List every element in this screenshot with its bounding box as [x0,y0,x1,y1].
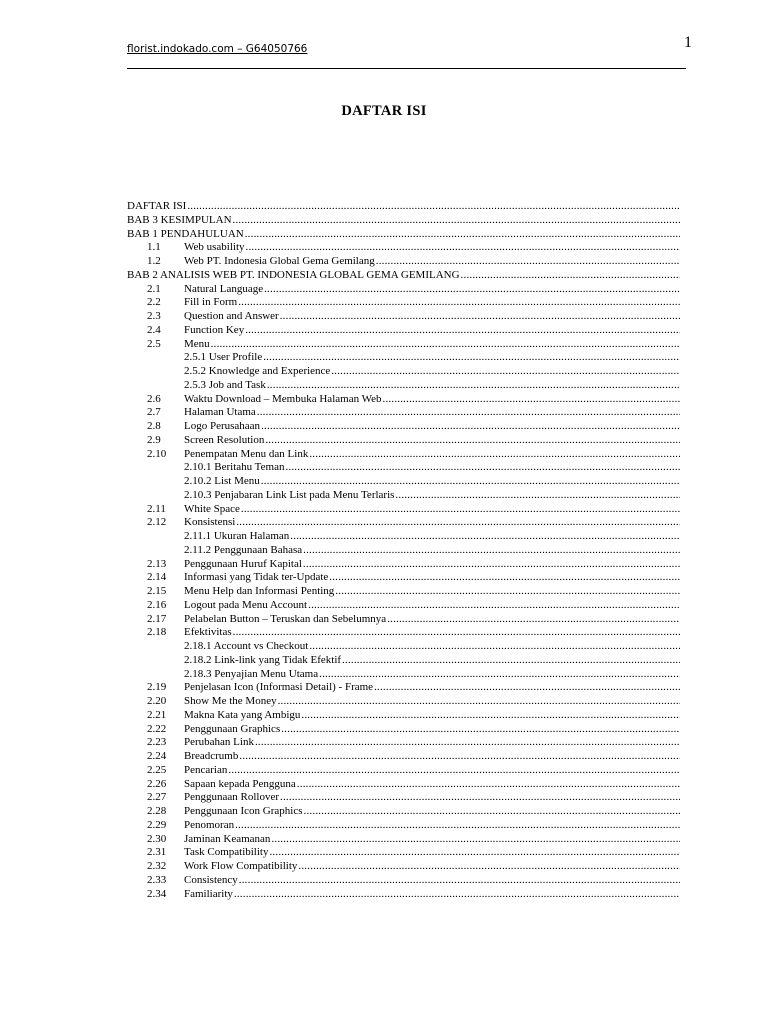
toc-entry-title: 2.11.2 Penggunaan Bahasa [184,543,303,556]
toc-entry-number: 2.20 [147,695,167,707]
toc-entry[interactable] [127,764,680,778]
toc-leader-dots [239,874,680,888]
toc-entry-title: Work Flow Compatibility [184,860,298,872]
toc-entry[interactable] [127,819,680,833]
toc-entry-title: 2.10.2 List Menu [184,475,260,487]
toc-entry-number: 2.17 [147,612,167,625]
toc-leader-dots [236,516,680,530]
table-of-contents [127,200,680,901]
toc-entry[interactable] [127,544,680,558]
toc-leader-dots [309,448,680,462]
toc-leader-dots [241,503,680,517]
toc-leader-dots [387,613,680,627]
toc-entry[interactable] [127,558,680,572]
toc-leader-dots [246,241,680,255]
toc-entry[interactable] [127,681,680,695]
toc-entry-number: 2.33 [147,873,167,886]
toc-leader-dots [298,860,680,874]
toc-entry-number: 2.26 [147,777,167,790]
toc-entry[interactable] [127,530,680,544]
toc-entry[interactable] [127,503,680,517]
toc-entry[interactable] [127,420,680,434]
toc-leader-dots [257,406,680,420]
toc-entry-number: 2.7 [147,406,161,419]
toc-entry[interactable] [127,668,680,682]
toc-entry-number: 2.3 [147,310,161,322]
toc-leader-dots [308,599,680,613]
toc-entry-number: 2.11 [147,502,166,515]
toc-entry-title: Menu [184,337,210,350]
toc-entry-title: Waktu Download – Membuka Halaman Web [184,392,382,405]
toc-entry[interactable] [127,461,680,475]
toc-leader-dots [303,558,680,572]
toc-entry-title: 2.11.1 Ukuran Halaman [184,530,290,542]
toc-leader-dots [297,778,680,792]
toc-entry[interactable] [127,338,680,352]
toc-entry[interactable] [127,888,680,902]
toc-entry[interactable] [127,695,680,709]
toc-entry[interactable] [127,613,680,627]
toc-entry[interactable] [127,723,680,737]
toc-entry[interactable] [127,860,680,874]
toc-leader-dots [211,338,680,352]
toc-entry-number: 2.14 [147,571,167,584]
toc-entry-number: 2.10 [147,447,167,460]
toc-leader-dots [301,709,680,723]
toc-entry-number: 2.8 [147,420,161,432]
toc-entry[interactable] [127,200,680,214]
toc-entry-title: 2.18.3 Penyajian Menu Utama [184,667,319,680]
toc-entry-number: 2.5 [147,337,161,350]
toc-entry-title: 2.5.1 User Profile [184,351,263,364]
toc-entry-number: 2.24 [147,750,167,762]
toc-entry[interactable] [127,324,680,338]
toc-entry-title: Halaman Utama [184,406,256,419]
toc-entry[interactable] [127,310,680,324]
toc-entry-title: BAB 1 PENDAHULUAN [127,227,244,240]
toc-leader-dots [245,228,680,242]
toc-leader-dots [261,420,680,434]
toc-entry-title: Web PT. Indonesia Global Gema Gemilang [184,255,375,267]
toc-entry-number: 2.22 [147,722,167,735]
toc-entry[interactable] [127,846,680,860]
toc-entry[interactable] [127,214,680,228]
toc-entry-number: 2.23 [147,736,167,749]
toc-entry[interactable] [127,448,680,462]
header-text: florist.indokado.com – G64050766 [127,43,308,55]
toc-entry[interactable] [127,283,680,297]
toc-entry-number: 2.27 [147,791,167,804]
toc-entry-title: Penggunaan Huruf Kapital [184,557,302,570]
toc-entry-number: 2.4 [147,323,161,336]
toc-entry-number: 1.1 [147,241,161,254]
toc-entry-number: 2.19 [147,681,167,694]
toc-entry-title: DAFTAR ISI [127,200,187,212]
toc-entry[interactable] [127,778,680,792]
toc-entry[interactable] [127,379,680,393]
toc-leader-dots [280,310,680,324]
toc-entry-title: Pelabelan Button – Teruskan dan Sebelumnya [184,612,387,625]
toc-entry-number: 2.18 [147,626,167,639]
toc-leader-dots [303,544,680,558]
toc-entry-title: Consistency [184,873,238,886]
toc-entry[interactable] [127,709,680,723]
toc-leader-dots [304,805,680,819]
toc-entry-title: Penjelasan Icon (Informasi Detail) - Frame [184,681,374,694]
page-number: 1 [684,34,692,51]
toc-entry-title: Natural Language [184,282,264,295]
toc-leader-dots [271,833,680,847]
toc-entry[interactable] [127,640,680,654]
toc-entry-title: Pencarian [184,763,228,776]
toc-entry-title: Konsistensi [184,516,236,529]
toc-entry-title: 2.10.3 Penjabaran Link List pada Menu Terlaris [184,488,395,501]
toc-leader-dots [376,255,680,269]
page-title: DAFTAR ISI [341,103,427,119]
toc-entry-title: Task Compatibility [184,846,269,859]
toc-entry[interactable] [127,736,680,750]
toc-leader-dots [233,214,680,228]
toc-entry-title: Breadcrumb [184,750,239,762]
toc-leader-dots [395,489,680,503]
toc-entry-title: Question and Answer [184,310,279,322]
toc-entry[interactable] [127,516,680,530]
toc-entry-title: Efektivitas [184,626,232,639]
toc-entry[interactable] [127,365,680,379]
toc-entry-title: Penempatan Menu dan Link [184,447,309,460]
toc-leader-dots [329,571,680,585]
toc-entry-title: Penggunaan Icon Graphics [184,805,303,817]
toc-entry-title: Penomoran [184,818,235,831]
toc-entry-number: 2.13 [147,557,167,570]
page-header [127,34,692,69]
toc-entry-title: BAB 3 KESIMPULAN [127,213,232,226]
toc-entry-title: 2.5.3 Job and Task [184,378,266,391]
toc-entry[interactable] [127,269,680,283]
toc-entry-title: Fill in Form [184,296,238,309]
toc-leader-dots [374,681,680,695]
toc-entry[interactable] [127,750,680,764]
toc-entry-number: 2.15 [147,585,167,597]
toc-entry-number: 2.34 [147,887,167,900]
toc-entry-number: 2.28 [147,805,167,817]
toc-entry-number: 2.9 [147,433,161,446]
toc-entry-title: 2.10.1 Beritahu Teman [184,461,285,474]
toc-leader-dots [331,365,680,379]
toc-leader-dots [228,764,680,778]
toc-entry-title: Sapaan kepada Pengguna [184,777,296,790]
toc-leader-dots [342,654,680,668]
toc-entry-number: 2.12 [147,516,167,529]
toc-leader-dots [281,723,680,737]
toc-entry-title: Logo Perusahaan [184,420,261,432]
toc-leader-dots [309,640,680,654]
toc-leader-dots [187,200,680,214]
toc-entry[interactable] [127,805,680,819]
toc-entry-title: Logout pada Menu Account [184,598,308,611]
toc-leader-dots [239,750,680,764]
toc-entry[interactable] [127,296,680,310]
toc-leader-dots [285,461,680,475]
toc-leader-dots [234,888,680,902]
toc-entry-number: 2.6 [147,392,161,405]
toc-leader-dots [290,530,680,544]
toc-entry-title: White Space [184,502,240,515]
toc-entry-title: Penggunaan Rollover [184,791,280,804]
toc-entry[interactable] [127,406,680,420]
toc-leader-dots [263,351,680,365]
toc-entry[interactable] [127,255,680,269]
toc-leader-dots [238,296,680,310]
toc-entry[interactable] [127,585,680,599]
toc-entry[interactable] [127,475,680,489]
toc-leader-dots [261,475,680,489]
toc-entry[interactable] [127,626,680,640]
toc-entry[interactable] [127,393,680,407]
toc-entry-title: 2.5.2 Knowledge and Experience [184,365,331,377]
toc-leader-dots [255,736,680,750]
toc-entry-title: Screen Resolution [184,433,265,446]
toc-entry-title: 2.18.2 Link-link yang Tidak Efektif [184,653,342,666]
toc-entry-number: 2.32 [147,860,167,872]
toc-entry-title: Show Me the Money [184,695,277,707]
toc-leader-dots [280,791,680,805]
toc-leader-dots [278,695,680,709]
toc-entry[interactable] [127,874,680,888]
toc-entry-number: 2.21 [147,708,167,721]
toc-leader-dots [245,324,680,338]
toc-entry-number: 2.1 [147,282,161,295]
toc-entry[interactable] [127,791,680,805]
toc-entry-title: Web usability [184,241,245,254]
toc-entry-number: 2.25 [147,763,167,776]
toc-entry[interactable] [127,434,680,448]
toc-entry-title: Perubahan Link [184,736,254,749]
toc-entry-title: Function Key [184,323,245,336]
toc-entry[interactable] [127,571,680,585]
toc-entry-number: 2.2 [147,296,161,309]
toc-leader-dots [269,846,680,860]
toc-entry-number: 2.16 [147,598,167,611]
toc-entry-title: Informasi yang Tidak ter-Update [184,571,329,584]
toc-entry-title: Menu Help dan Informasi Penting [184,585,335,597]
toc-entry-title: 2.18.1 Account vs Checkout [184,640,309,652]
toc-entry-title: Makna Kata yang Ambigu [184,708,301,721]
toc-entry[interactable] [127,228,680,242]
toc-entry[interactable] [127,241,680,255]
toc-entry-number: 1.2 [147,255,161,267]
toc-leader-dots [264,283,680,297]
toc-leader-dots [233,626,680,640]
toc-entry-number: 2.31 [147,846,167,859]
toc-entry[interactable] [127,654,680,668]
toc-entry[interactable] [127,599,680,613]
toc-leader-dots [235,819,680,833]
toc-entry[interactable] [127,833,680,847]
toc-leader-dots [265,434,680,448]
toc-entry-title: Jaminan Keamanan [184,832,271,845]
toc-entry[interactable] [127,489,680,503]
toc-entry-number: 2.30 [147,832,167,845]
toc-leader-dots [267,379,680,393]
toc-leader-dots [319,668,680,682]
toc-entry-title: BAB 2 ANALISIS WEB PT. INDONESIA GLOBAL GEMA GEMILANG [127,268,460,281]
toc-leader-dots [461,269,680,283]
toc-entry-number: 2.29 [147,818,167,831]
toc-entry-title: Penggunaan Graphics [184,722,281,735]
toc-leader-dots [335,585,680,599]
toc-entry[interactable] [127,351,680,365]
toc-entry-title: Familiarity [184,887,233,900]
toc-leader-dots [383,393,680,407]
